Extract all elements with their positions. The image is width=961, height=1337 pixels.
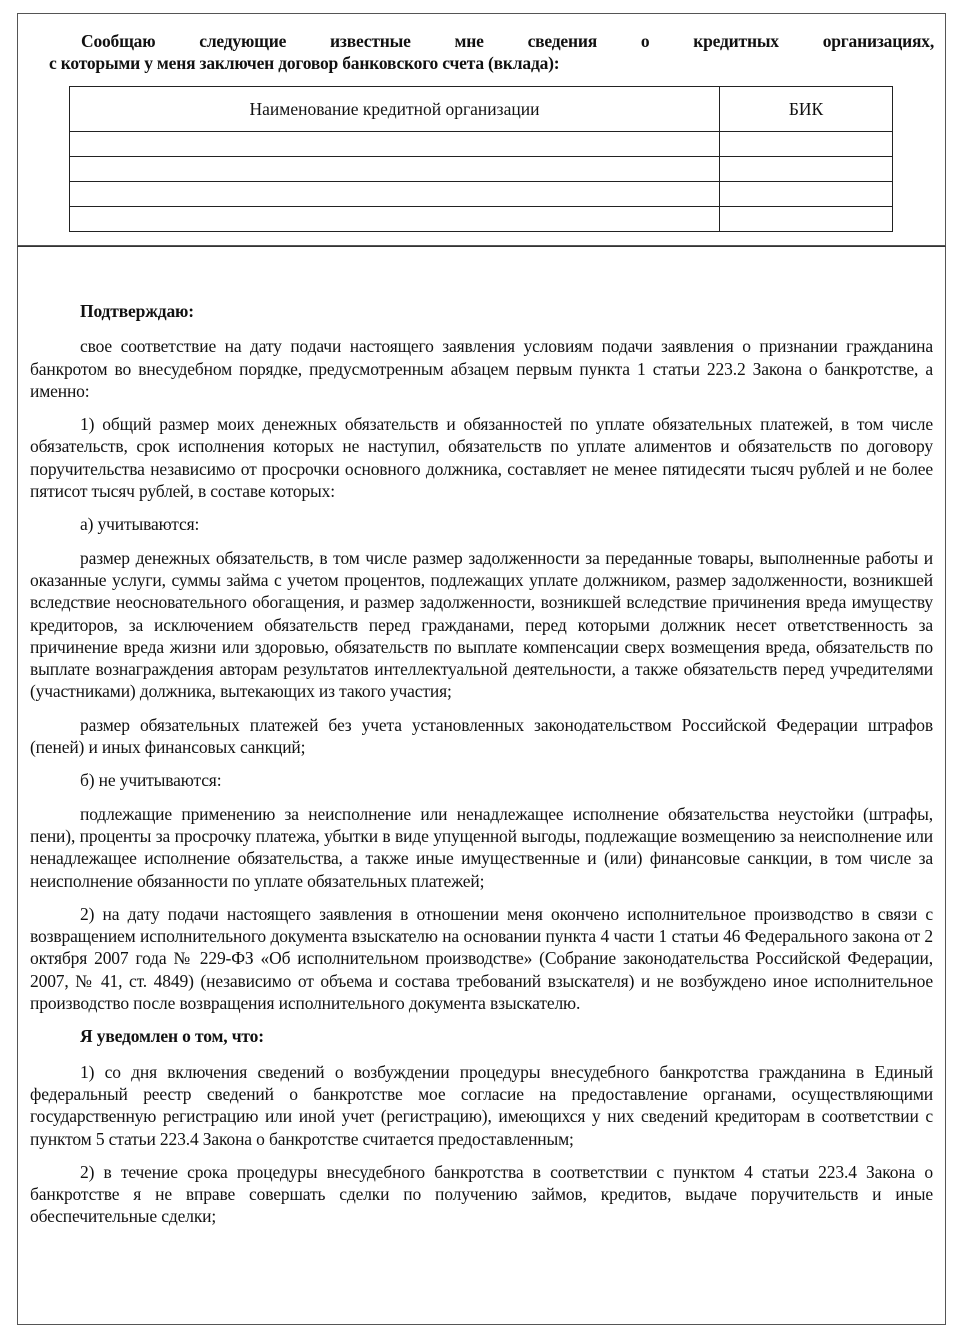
bank-info-intro — [49, 30, 934, 74]
bank-name-cell[interactable] — [70, 132, 720, 157]
confirm-paragraph: размер денежных обязательств, в том числе размер задолженности за переданные товары, выполненные работы и оказанные услуги, суммы займа с учетом процентов, подлежащих уплате должником, размер задолженности, возникшей вследствие неосновательного обогащения, и размер задолженности, возникшей вследствие причинения вреда имуществу кредиторов, за исключением обязательств перед гражданами, перед которыми должник несет ответственность за причинение вреда жизни или здоровью, обязательств по выплате компенсации сверх возмещения вреда, обязательств по выплате вознаграждения авторам результатов интеллектуальной деятельности, а также обязательств перед учредителями (участниками) должника, вытекающих из такого участия; — [30, 547, 933, 702]
confirm-paragraph: б) не учитываются: — [80, 770, 222, 791]
intro-line-1: Сообщаю следующие известные мне сведения о кредитных организациях, — [81, 31, 934, 51]
table-row — [70, 182, 893, 207]
bank-name-cell[interactable] — [70, 157, 720, 182]
document-body — [30, 300, 933, 1239]
confirm-paragraph: 2) на дату подачи настоящего заявления в отношении меня окончено исполнительное производство в связи с возвращением исполнительного документа взыскателю на основании пункта 4 части 1 статьи 46 Федерального закона от 2 октября 2007 года № 229-ФЗ «Об исполнительном производстве» (Собрание законодательства Российской Федерации, 2007, № 41, ст. 4849) (независимо от объема и состава требований взыскателя) и не возбуждено иное исполнительное производство после возвращения исполнительного документа взыскателю. — [30, 903, 933, 1014]
notice-heading: Я уведомлен о том, что: — [80, 1026, 264, 1047]
confirm-paragraph: размер обязательных платежей без учета установленных законодательством Российской Федерации штрафов (пеней) и иных финансовых санкций; — [30, 714, 933, 758]
bik-cell[interactable] — [720, 182, 893, 207]
confirm-paragraph: 1) общий размер моих денежных обязательств и обязанностей по уплате обязательных платежей, в том числе обязательств, срок исполнения которых не наступил, обязательств по уплате алиментов и обязательств по договору поручительства независимо от просрочки основного должника, составляет не менее пятидесяти тысяч рублей и не более пятисот тысяч рублей, в составе которых: — [30, 414, 933, 502]
confirm-paragraph: а) учитываются: — [80, 514, 200, 535]
table-row — [70, 157, 893, 182]
intro-line-2: с которыми у меня заключен договор банковского счета (вклада): — [49, 53, 560, 73]
confirm-heading: Подтверждаю: — [80, 301, 194, 321]
bik-cell[interactable] — [720, 157, 893, 182]
confirm-paragraph: свое соответствие на дату подачи настоящего заявления условиям подачи заявления о признании гражданина банкротом во внесудебном порядке, предусмотренным абзацем первым пункта 1 статьи 223.2 Закона о банкротстве, а именно: — [30, 336, 933, 401]
header-bik: БИК — [720, 87, 893, 132]
bank-table — [69, 86, 893, 232]
table-row — [70, 132, 893, 157]
notice-paragraph: 1) со дня включения сведений о возбуждении процедуры внесудебного банкротства гражданина в Единый федеральный реестр сведений о банкротстве мое согласие на предоставление органами, осуществляющими государственную регистрацию или иной учет (регистрацию), имеющихся у них сведений кредиторам в соответствии с пунктом 5 статьи 223.4 Закона о банкротстве считается предоставленным; — [30, 1061, 933, 1149]
table-header-row — [70, 87, 893, 132]
header-bank-name: Наименование кредитной организации — [70, 87, 720, 132]
bik-cell[interactable] — [720, 207, 893, 232]
notice-paragraph: 2) в течение срока процедуры внесудебного банкротства в соответствии с пунктом 4 статьи 223.4 Закона о банкротстве я не вправе совершать сделки по получению займов, кредитов, выдаче поручительств и иные обеспечительные сделки; — [30, 1161, 933, 1227]
bank-name-cell[interactable] — [70, 182, 720, 207]
confirm-paragraph: подлежащие применению за неисполнение или ненадлежащее исполнение обязательства неустойки (штрафы, пени), проценты за просрочку платежа, убытки в виде упущенной выгоды, подлежащие возмещению за неисполнение или ненадлежащее исполнение обязательства, а также иные имущественные и (или) финансовые санкции, в том числе за неисполнение обязанности по уплате обязательных платежей; — [30, 803, 933, 891]
bik-cell[interactable] — [720, 132, 893, 157]
bank-name-cell[interactable] — [70, 207, 720, 232]
table-row — [70, 207, 893, 232]
